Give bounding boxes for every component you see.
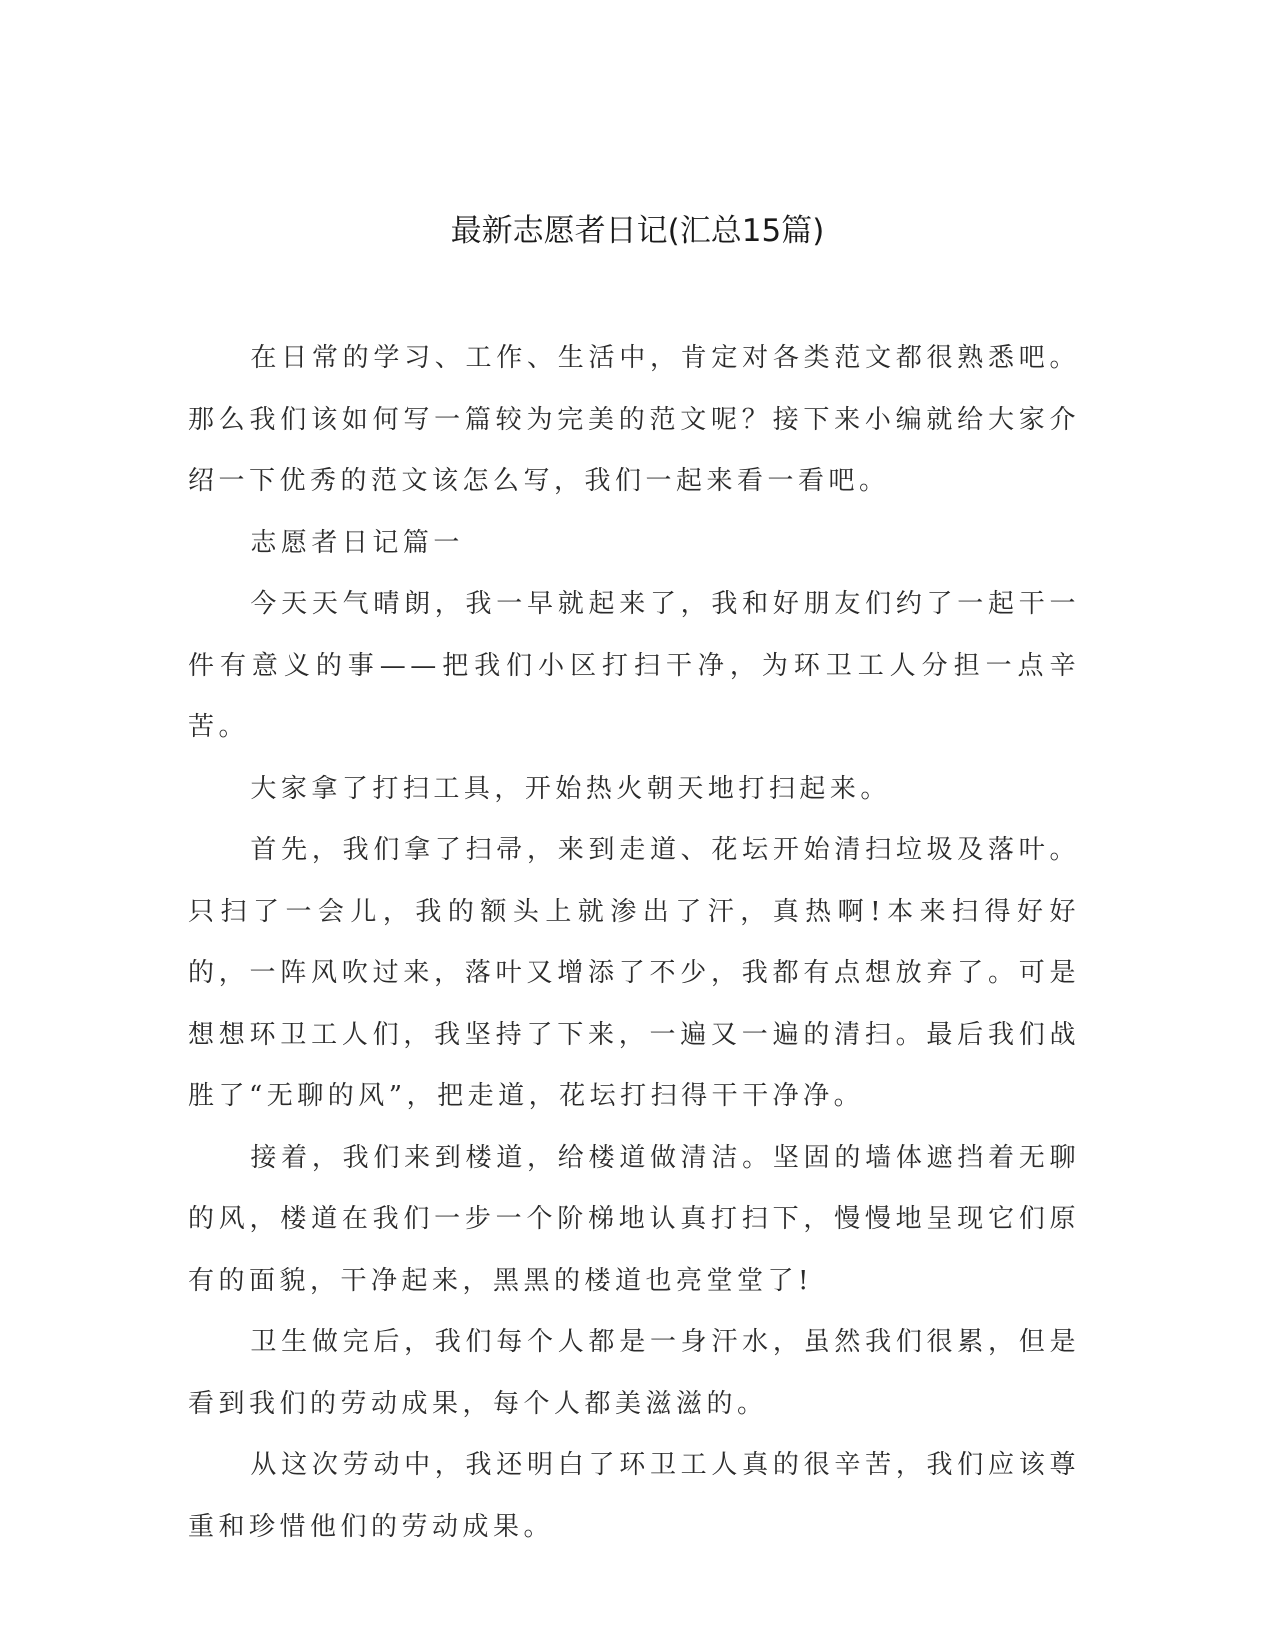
paragraph-intro: 在日常的学习、工作、生活中，肯定对各类范文都很熟悉吧。那么我们该如何写一篇较为完美的范文呢？接下来小编就给大家介绍一下优秀的范文该怎么写，我们一起来看一看吧。: [188, 343, 1080, 496]
paragraph: 接着，我们来到楼道，给楼道做清洁。坚固的墙体遮挡着无聊的风，楼道在我们一步一个阶梯地认真打扫下，慢慢地呈现它们原有的面貌，干净起来，黑黑的楼道也亮堂堂了!: [188, 1142, 1080, 1296]
paragraph: 首先，我们拿了扫帚，来到走道、花坛开始清扫垃圾及落叶。只扫了一会儿，我的额头上就渗出了汗，真热啊!本来扫得好好的，一阵风吹过来，落叶又增添了不少，我都有点想放弃了。可是想想环卫工人们，我坚持了下来，一遍又一遍的清扫。最后我们战胜了“无聊的风”，把走道，花坛打扫得干干净净。: [188, 835, 1080, 1111]
paragraph: 大家拿了打扫工具，开始热火朝天地打扫起来。: [250, 773, 891, 804]
paragraph: 卫生做完后，我们每个人都是一身汗水，虽然我们很累，但是看到我们的劳动成果，每个人都美滋滋的。: [188, 1327, 1080, 1419]
section-heading: 志愿者日记篇一: [250, 527, 464, 558]
document-body: [188, 328, 1080, 1558]
paragraph: 从这次劳动中，我还明白了环卫工人真的很辛苦，我们应该尊重和珍惜他们的劳动成果。: [188, 1450, 1080, 1542]
document-title: 最新志愿者日记(汇总15篇): [450, 213, 825, 249]
paragraph: 今天天气晴朗，我一早就起来了，我和好朋友们约了一起干一件有意义的事——把我们小区打扫干净，为环卫工人分担一点辛苦。: [188, 589, 1080, 742]
